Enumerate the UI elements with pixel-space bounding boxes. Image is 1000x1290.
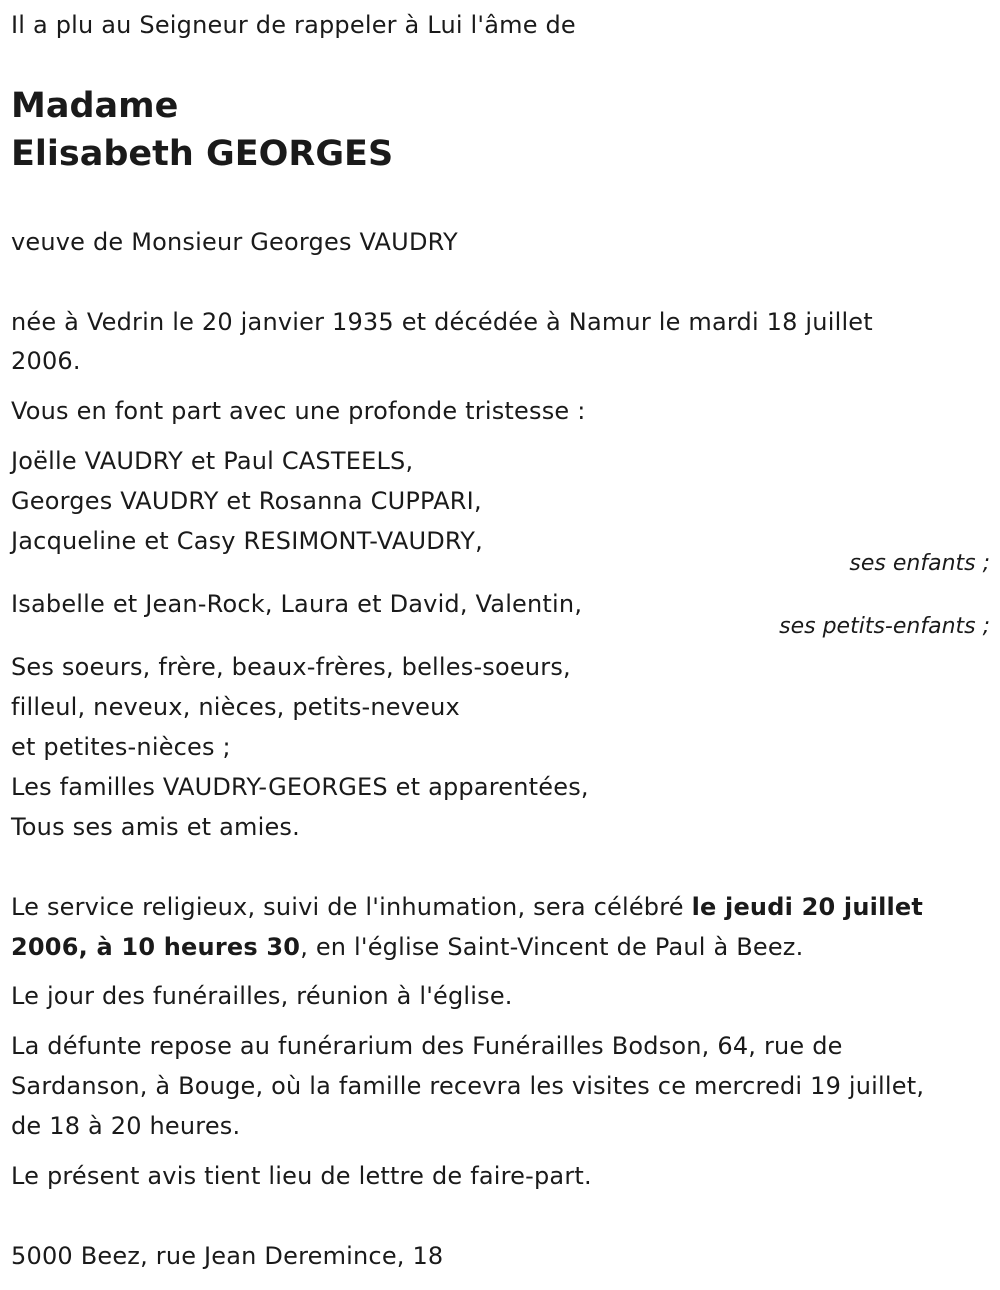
birth-death-line-2: 2006. xyxy=(11,347,81,375)
family-line: filleul, neveux, nièces, petits-neveux xyxy=(11,693,460,721)
family-line: Tous ses amis et amies. xyxy=(11,813,300,841)
widow-of-text: veuve de Monsieur Georges VAUDRY xyxy=(11,228,458,256)
deceased-title: Madame xyxy=(11,86,179,126)
service-line-1 xyxy=(11,887,923,927)
children-line: Georges VAUDRY et Rosanna CUPPARI, xyxy=(11,487,482,515)
service-date: le jeudi 20 juillet xyxy=(691,893,924,921)
family-line: Ses soeurs, frère, beaux-frères, belles-soeurs, xyxy=(11,653,571,681)
grandchildren-role: ses petits-enfants ; xyxy=(779,614,990,639)
intro-text: Il a plu au Seigneur de rappeler à Lui l'âme de xyxy=(11,11,576,39)
service-time: 2006, à 10 heures 30 xyxy=(11,933,301,961)
family-line: Les familles VAUDRY-GEORGES et apparentées, xyxy=(11,773,589,801)
children-line: Joëlle VAUDRY et Paul CASTEELS, xyxy=(11,447,414,475)
announce-text: Vous en font part avec une profonde tristesse : xyxy=(11,397,586,425)
birth-death-line-1: née à Vedrin le 20 janvier 1935 et décédée à Namur le mardi 18 juillet xyxy=(11,308,873,336)
service-line-2 xyxy=(11,927,803,967)
reunion-text: Le jour des funérailles, réunion à l'église. xyxy=(11,982,513,1010)
repose-line: La défunte repose au funérarium des Funérailles Bodson, 64, rue de xyxy=(11,1032,843,1060)
family-line: et petites-nièces ; xyxy=(11,733,231,761)
service-text: Le service religieux, suivi de l'inhumation, sera célébré xyxy=(11,893,692,921)
children-line: Jacqueline et Casy RESIMONT-VAUDRY, xyxy=(11,527,483,555)
deceased-name: Elisabeth GEORGES xyxy=(11,134,394,174)
notice-text: Le présent avis tient lieu de lettre de faire-part. xyxy=(11,1162,592,1190)
repose-line: de 18 à 20 heures. xyxy=(11,1112,241,1140)
repose-line: Sardanson, à Bouge, où la famille recevra les visites ce mercredi 19 juillet, xyxy=(11,1072,925,1100)
grandchildren-line: Isabelle et Jean-Rock, Laura et David, Valentin, xyxy=(11,590,583,618)
address-text: 5000 Beez, rue Jean Deremince, 18 xyxy=(11,1242,444,1270)
service-place: , en l'église Saint-Vincent de Paul à Beez. xyxy=(300,933,804,961)
children-role: ses enfants ; xyxy=(849,551,990,576)
